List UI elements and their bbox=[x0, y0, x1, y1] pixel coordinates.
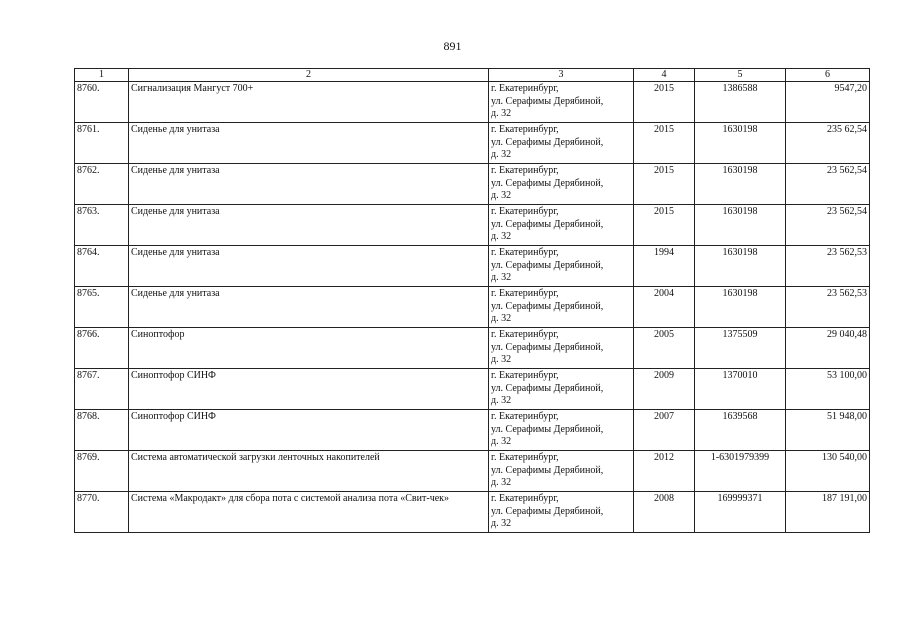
item-address: г. Екатеринбург, ул. Серафимы Дерябиной, д. 32 bbox=[489, 205, 634, 246]
item-address: г. Екатеринбург, ул. Серафимы Дерябиной, д. 32 bbox=[489, 246, 634, 287]
item-address: г. Екатеринбург, ул. Серафимы Дерябиной, д. 32 bbox=[489, 164, 634, 205]
item-value: 23 562,54 bbox=[786, 164, 870, 205]
table-row bbox=[75, 287, 870, 328]
item-year: 2012 bbox=[634, 451, 695, 492]
item-address: г. Екатеринбург, ул. Серафимы Дерябиной, д. 32 bbox=[489, 451, 634, 492]
item-year: 2007 bbox=[634, 410, 695, 451]
item-year: 2009 bbox=[634, 369, 695, 410]
item-address: г. Екатеринбург, ул. Серафимы Дерябиной, д. 32 bbox=[489, 287, 634, 328]
row-number: 8766. bbox=[75, 328, 129, 369]
item-year: 2004 bbox=[634, 287, 695, 328]
page-number: 891 bbox=[443, 39, 462, 53]
row-number: 8760. bbox=[75, 82, 129, 123]
item-value: 23 562,53 bbox=[786, 246, 870, 287]
item-value: 130 540,00 bbox=[786, 451, 870, 492]
row-number: 8762. bbox=[75, 164, 129, 205]
table-row bbox=[75, 451, 870, 492]
item-year: 2008 bbox=[634, 492, 695, 533]
item-year: 1994 bbox=[634, 246, 695, 287]
row-number: 8769. bbox=[75, 451, 129, 492]
item-name: Синоптофор bbox=[129, 328, 489, 369]
item-year: 2005 bbox=[634, 328, 695, 369]
table-row bbox=[75, 410, 870, 451]
item-name: Система автоматической загрузки ленточных накопителей bbox=[129, 451, 489, 492]
item-name: Сиденье для унитаза bbox=[129, 246, 489, 287]
item-address: г. Екатеринбург, ул. Серафимы Дерябиной, д. 32 bbox=[489, 492, 634, 533]
table-row bbox=[75, 246, 870, 287]
item-value: 235 62,54 bbox=[786, 123, 870, 164]
row-number: 8764. bbox=[75, 246, 129, 287]
item-code: 1639568 bbox=[695, 410, 786, 451]
table-row bbox=[75, 492, 870, 533]
item-code: 1375509 bbox=[695, 328, 786, 369]
table-row bbox=[75, 205, 870, 246]
table-row bbox=[75, 82, 870, 123]
item-name: Система «Макродакт» для сбора пота с системой анализа пота «Свит-чек» bbox=[129, 492, 489, 533]
row-number: 8765. bbox=[75, 287, 129, 328]
item-name: Сиденье для унитаза bbox=[129, 205, 489, 246]
item-value: 51 948,00 bbox=[786, 410, 870, 451]
item-value: 29 040,48 bbox=[786, 328, 870, 369]
item-year: 2015 bbox=[634, 164, 695, 205]
item-value: 23 562,54 bbox=[786, 205, 870, 246]
item-name: Сиденье для унитаза bbox=[129, 123, 489, 164]
table-row bbox=[75, 369, 870, 410]
row-number: 8770. bbox=[75, 492, 129, 533]
item-address: г. Екатеринбург, ул. Серафимы Дерябиной, д. 32 bbox=[489, 123, 634, 164]
item-code: 1630198 bbox=[695, 246, 786, 287]
item-year: 2015 bbox=[634, 82, 695, 123]
item-name: Синоптофор СИНФ bbox=[129, 369, 489, 410]
item-value: 23 562,53 bbox=[786, 287, 870, 328]
column-header: 1 bbox=[75, 69, 129, 82]
item-value: 53 100,00 bbox=[786, 369, 870, 410]
item-year: 2015 bbox=[634, 123, 695, 164]
item-code: 1630198 bbox=[695, 123, 786, 164]
item-code: 169999371 bbox=[695, 492, 786, 533]
item-name: Сиденье для унитаза bbox=[129, 287, 489, 328]
row-number: 8763. bbox=[75, 205, 129, 246]
row-number: 8761. bbox=[75, 123, 129, 164]
column-header: 5 bbox=[695, 69, 786, 82]
table-row bbox=[75, 123, 870, 164]
item-year: 2015 bbox=[634, 205, 695, 246]
table-row bbox=[75, 164, 870, 205]
item-code: 1370010 bbox=[695, 369, 786, 410]
row-number: 8768. bbox=[75, 410, 129, 451]
item-code: 1386588 bbox=[695, 82, 786, 123]
item-address: г. Екатеринбург, ул. Серафимы Дерябиной, д. 32 bbox=[489, 82, 634, 123]
item-code: 1630198 bbox=[695, 205, 786, 246]
column-header: 2 bbox=[129, 69, 489, 82]
item-name: Синоптофор СИНФ bbox=[129, 410, 489, 451]
item-code: 1-6301979399 bbox=[695, 451, 786, 492]
header-row bbox=[75, 69, 870, 82]
column-header: 3 bbox=[489, 69, 634, 82]
column-header: 6 bbox=[786, 69, 870, 82]
item-name: Сиденье для унитаза bbox=[129, 164, 489, 205]
registry-table bbox=[74, 68, 870, 533]
column-header: 4 bbox=[634, 69, 695, 82]
item-code: 1630198 bbox=[695, 287, 786, 328]
item-address: г. Екатеринбург, ул. Серафимы Дерябиной, д. 32 bbox=[489, 410, 634, 451]
item-code: 1630198 bbox=[695, 164, 786, 205]
item-value: 9547,20 bbox=[786, 82, 870, 123]
item-value: 187 191,00 bbox=[786, 492, 870, 533]
row-number: 8767. bbox=[75, 369, 129, 410]
table-body bbox=[75, 82, 870, 533]
item-address: г. Екатеринбург, ул. Серафимы Дерябиной, д. 32 bbox=[489, 369, 634, 410]
item-name: Сигнализация Мангуст 700+ bbox=[129, 82, 489, 123]
table-row bbox=[75, 328, 870, 369]
item-address: г. Екатеринбург, ул. Серафимы Дерябиной, д. 32 bbox=[489, 328, 634, 369]
